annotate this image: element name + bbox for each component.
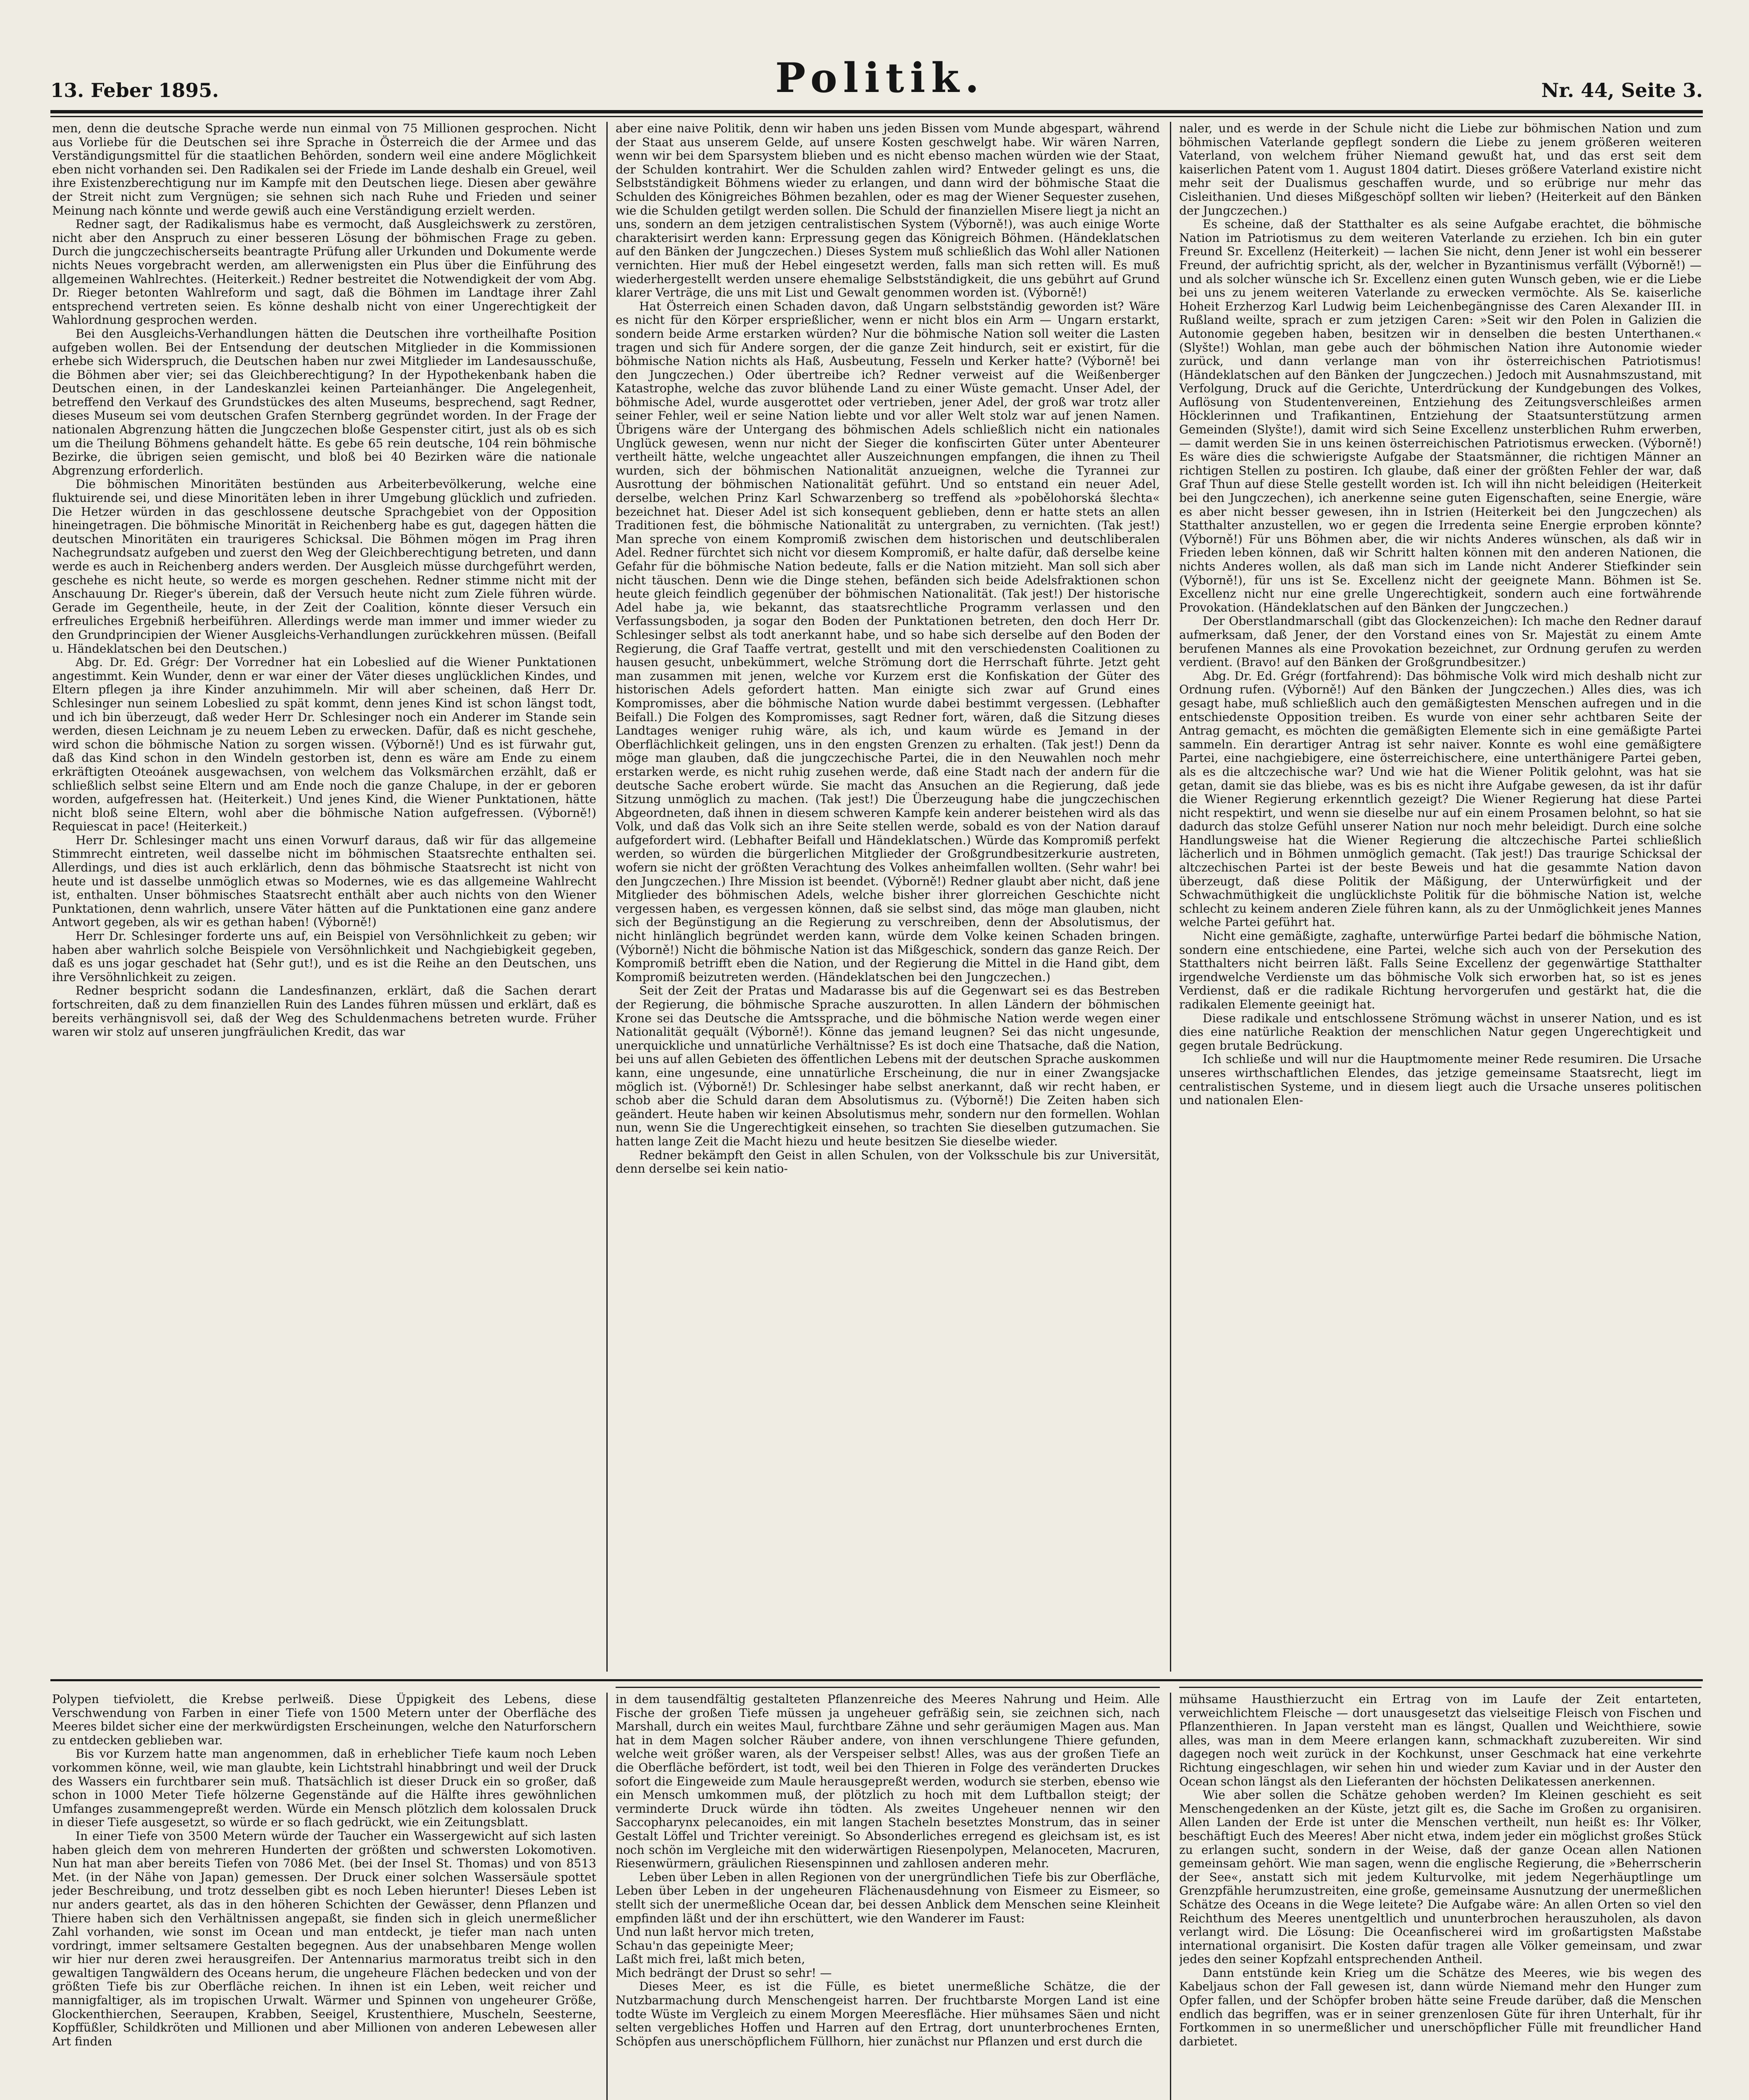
paragraph: Polypen tiefviolett, die Krebse perlweiß. Diese Üppigkeit des Lebens, diese Verschwendung von Farben in einer Tiefe von 1500 Metern unter der Oberfläche des Meeres bildet sicher eine der merkwürdigsten Erscheinungen, welche den Naturforschern zu entdecken geblieben war.	[52, 1693, 596, 1747]
paragraph: Es scheine, daß der Statthalter es als seine Aufgabe erachtet, die böhmische Nation im Patriotismus zu dem weiteren Vaterlande zu erziehen. Ich bin ein guter Freund Sr. Excellenz (Heiterkeit) — lachen Sie nicht, denn Jener ist wohl ein besserer Freund, der aufrichtig spricht, als der, welcher in Byzantinismus verfällt (Výborně!) — und als solcher wünsche ich Sr. Excellenz einen guten Wunsch geben, wie er die Liebe bei uns zu jenem weiteren Vaterlande zu erwecken vermöchte. Als Se. kaiserliche Hoheit Erzherzog Karl Ludwig beim Leichenbegängnisse des Caren Alexander III. in Rußland weilte, sprach er zum jetzigen Caren: »Seit wir den Polen in Galizien die Autonomie gegeben haben, besitzen wir in denselben die besten Unterthanen.« (Slyšte!) Wohlan, man gebe auch der böhmischen Nation ihre Autonomie wieder zurück, und dann verlange man von ihr österreichischen Patriotismus! (Händeklatschen auf den Bänken der Jungczechen.) Jedoch mit Ausnahmszustand, mit Verfolgung, Druck auf die Gerichte, Unterdrückung der Kundgebungen des Volkes, Auflösung von Studentenvereinen, Entziehung des Zeitungsverschleißes armen Höcklerinnen und Trafikantinen, Entziehung der Staatsunterstützung armen Gemeinden (Slyšte!), damit wird sich Seine Excellenz unsterblichen Ruhm erwerben, — damit werden Sie in uns keinen österreichischen Patriotismus erwecken. (Výborně!) Es wäre dies die schwierigste Aufgabe der Staatsmänner, die richtigen Männer an richtigen Stellen zu postiren. Ich glaube, daß einer der größten Fehler der war, daß Graf Thun auf diese Stelle gestellt worden ist. Ich will ihn nicht beleidigen (Heiterkeit bei den Jungczechen), ich anerkenne seine guten Eigenschaften, seine Energie, wäre es aber nicht besser gewesen, ihn in Istrien (Heiterkeit bei den Jungczechen) als Statthalter anzustellen, wo er gegen die Irredenta seine Energie erproben könnte? (Výborně!) Für uns Böhmen aber, die wir nichts Anderes wünschen, als daß wir in Frieden leben können, daß wir Schritt halten können mit den anderen Nationen, die nichts Anderes wollen, als daß man sich im Lande nicht Anderer Stiefkinder sein (Výborně!), für uns ist Se. Excellenz nicht der geeignete Mann. Böhmen ist Se. Excellenz nicht nur eine grelle Ungerechtigkeit, sondern auch eine fortwährende Provokation. (Händeklatschen auf den Bänken der Jungczechen.)	[1179, 217, 1702, 614]
issue-number: Nr. 44, Seite 3.	[1541, 79, 1703, 102]
feuilleton-column-3	[1179, 1693, 1702, 2100]
column-divider	[1170, 1693, 1171, 2100]
header-rule-thin	[50, 116, 1703, 117]
paragraph: Redner sagt, der Radikalismus habe es vermocht, daß Ausgleichswerk zu zerstören, nicht aber den Anspruch zu einer besseren Lösung der böhmischen Frage zu geben. Durch die jungczechischerseits beantragte Prüfung aller Urkunden und Dokumente werde nichts Neues vorgebracht werden, am allerwenigsten ein Plus über die Einführung des allgemeinen Wahlrechtes. (Heiterkeit.) Redner bestreitet die Notwendigkeit der vom Abg. Dr. Rieger betonten Wahlreform und sagt, daß die Böhmen im Landtage ihrer Zahl entsprechend vertreten seien. Es könne deshalb nicht von einer Ungerechtigkeit der Wahlordnung gesprochen werden.	[52, 217, 596, 327]
politics-column-1	[52, 122, 596, 1676]
paragraph: Abg. Dr. Ed. Grégr: Der Vorredner hat ein Lobeslied auf die Wiener Punktationen angestimmt. Kein Wunder, denn er war einer der Väter dieses unglücklichen Kindes, und Eltern pflegen ja ihre Kinder anzuhimmeln. Mir will aber scheinen, daß Herr Dr. Schlesinger nun seinem Lobeslied zu spät kommt, denn jenes Kind ist schon längst todt, und ich bin überzeugt, daß weder Herr Dr. Schlesinger noch ein Anderer im Stande sein werden, diesen Leichnam je zu neuem Leben zu erwecken. Dafür, daß es nicht geschehe, wird schon die böhmische Nation zu sorgen wissen. (Výborně!) Und es ist fürwahr gut, daß das Kind schon in den Windeln gestorben ist, denn es wäre am Ende zu einem erkräftigten Oteoánek ausgewachsen, von welchem das Volksmärchen erzählt, daß er schließlich selbst seine Eltern und am Ende noch die ganze Chalupe, in der er geboren worden, aufgefressen hat. (Heiterkeit.) Und jenes Kind, die Wiener Punktationen, hätte nicht bloß seine Eltern, wohl aber die böhmische Nation aufgefressen. (Výborně!) Requiescat in pace! (Heiterkeit.)	[52, 655, 596, 834]
verse-line: Und nun laßt hervor mich treten,	[616, 1925, 814, 1939]
paragraph: Hat Österreich einen Schaden davon, daß Ungarn selbstständig geworden ist? Wäre es nicht für den Körper ersprießlicher, wenn er nicht blos ein Arm — Ungarn erstarkt, sondern beide Arme erstarken würden? Nur die böhmische Nation soll weiter die Lasten tragen und sich für Andere sorgen, der die ganze Zeit hindurch, seit er existirt, für die böhmische Nation nichts als Haß, Ausbeutung, Fesseln und Kerker hatte? (Výborně! bei den Jungczechen.) Oder übertreibe ich? Redner verweist auf die Weißenberger Katastrophe, welche das zuvor blühende Land zu einer Wüste gemacht. Unser Adel, der böhmische Adel, wurde ausgerottet oder vertrieben, jener Adel, der groß war trotz aller seiner Fehler, weil er seine Nation liebte und vor aller Welt stolz war auf jenen Namen. Übrigens wäre der Untergang des böhmischen Adels schließlich nicht ein nationales Unglück gewesen, wenn nur nicht der Sieger die konfiscirten Güter unter Abenteurer vertheilt hätte, welche ungeachtet aller Auszeichnungen empfangen, die ihnen zu Theil wurden, sich der böhmischen Nationalität anzueignen, welche die Tyrannei zur Ausrottung der böhmischen Nationalität geführt. Und so entstand ein neuer Adel, derselbe, welchen Prinz Karl Schwarzenberg so treffend als »pobělohorská šlechta« bezeichnet hat. Dieser Adel ist sich konsequent geblieben, denn er hatte stets an allen Traditionen fest, die böhmische Nationalität zu untergraben, zu vernichten. (Tak jest!) Man spreche von einem Kompromiß zwischen dem historischen und deutschliberalen Adel. Redner fürchtet sich nicht vor diesem Kompromiß, er halte dafür, daß derselbe keine Gefahr für die böhmische Nation bedeute, falls er die Nation mitzieht. Man soll sich aber nicht täuschen. Denn wie die Dinge stehen, befänden sich beide Adelsfraktionen schon heute gleich feindlich gegenüber der böhmischen Nationalität. (Tak jest!) Der historische Adel habe ja, wie bekannt, das staatsrechtliche Programm verlassen und den Verfassungsboden, ja sogar den Boden der Punktationen betreten, den doch Herr Dr. Schlesinger selbst als todt anerkannt habe, und so habe sich derselbe auf den Boden der Regierung, die Graf Taaffe vertrat, gestellt und mit den verschiedensten Coalitionen zu hausen gesucht, unbekümmert, welche Strömung dort die Herrschaft führte. Jetzt geht man zusammen mit jenen, welche vor Kurzem erst die Konfiskation der Güter des historischen Adels gefordert hatten. Man einigte sich zwar auf Grund eines Kompromisses, aber die böhmische Nation wurde dabei bestimmt vergessen. (Lebhafter Beifall.) Die Folgen des Kompromisses, sagt Redner fort, wären, daß die Sitzung dieses Landtages weniger ruhig wäre, als ich, und kaum würde es Jemand in der Oberflächlichkeit gelingen, uns in den engsten Grenzen zu erhalten. (Tak jest!) Denn da möge man glauben, daß die jungczechische Partei, die in den Neuwahlen noch mehr erstarken werde, es nicht ruhig zusehen werde, daß eine Stadt nach der andern für die deutsche Sache erobert würde. Sie macht das Ansuchen an die Regierung, daß jede Sitzung unmöglich zu machen. (Tak jest!) Die Überzeugung habe die jungczechischen Abgeordneten, daß ihnen in diesem schweren Kampfe kein anderer beistehen wird als das Volk, und daß das Volk sich an ihre Seite stellen werde, sobald es von der Nation darauf aufgefordert wird. (Lebhafter Beifall und Händeklatschen.) Würde das Kompromiß perfekt werden, so würden die bürgerlichen Mitglieder der Großgrundbesitzerkurie austreten, wofern sie nicht der größten Verachtung des Volkes anheimfallen wollten. (Sehr wahr! bei den Jungczechen.) Ihre Mission ist beendet. (Výborně!) Redner glaubt aber nicht, daß jene Mitglieder des böhmischen Adels, welche bisher ihrer glorreichen Geschichte nicht vergessen haben, es vergessen können, daß sie selbst sind, das möge man glauben, nicht sich der Begünstigung an die Regierung zu verschreiben, denn der Absolutismus, der nicht hinlänglich begründet werden kann, würde dem Volke keinen Schaden bringen. (Výborně!) Nicht die böhmische Nation ist das Mißgeschick, sondern das ganze Reich. Der Kompromiß betrifft eben die Nation, und der Regierung die Mittel in die Hand gibt, dem Kompromiß beizutreten werden. (Händeklatschen bei den Jungczechen.)	[616, 299, 1160, 984]
paragraph: Der Oberstlandmarschall (gibt das Glockenzeichen): Ich mache den Redner darauf aufmerksam, daß Jener, der den Vorstand eines von Sr. Majestät zu einem Amte berufenen Mannes als eine Provokation bezeichnet, zur Ordnung gerufen zu werden verdient. (Bravo! auf den Bänken der Großgrundbesitzer.)	[1179, 614, 1702, 669]
paragraph: Herr Dr. Schlesinger macht uns einen Vorwurf daraus, daß wir für das allgemeine Stimmrecht eintreten, weil dasselbe nicht im böhmischen Staatsrechte enthalten sei. Allerdings, und dies ist auch erklärlich, denn das böhmische Staatsrecht ist nicht von heute und ist dasselbe unmöglich etwas so Modernes, wie es das allgemeine Wahlrecht ist, enthalten. Unser böhmisches Staatsrecht enthält aber auch nichts von den Wiener Punktationen, denn wahrlich, unsere Väter hätten auf die Punktationen eine ganz andere Antwort gegeben, als wir es gethan haben! (Výborně!)	[52, 833, 596, 929]
paragraph: Die böhmischen Minoritäten bestünden aus Arbeiterbevölkerung, welche eine fluktuirende sei, und diese Minoritäten leben in ihrer Umgebung glücklich und zufrieden. Die Hetzer würden in das geschlossene deutsche Sprachgebiet von der Opposition hineingetragen. Die böhmische Minorität in Reichenberg habe es gut, dagegen hätten die deutschen Minoritäten ein traurigeres Schicksal. Die Böhmen mögen im Prag ihren Nachegrundsatz aufgeben und zuerst den Weg der Gleichberechtigung betreten, und dann werde es auch in Reichenberg anders werden. Der Ausgleich müsse durchgeführt werden, geschehe es nicht heute, so werde es morgen geschehen. Redner stimme nicht mit der Anschauung Dr. Rieger's überein, daß der Versuch heute nicht zum Ziele führen würde. Gerade im Gegentheile, heute, in der Zeit der Coalition, könnte dieser Versuch ein erfreuliches Ergebniß herbeiführen. Allerdings werde man immer und immer wieder zu den Grundprincipien der Wiener Ausgleichs-Verhandlungen zurückkehren müssen. (Beifall u. Händeklatschen bei den Deutschen.)	[52, 477, 596, 656]
paragraph: Leben über Leben in allen Regionen von der unergründlichen Tiefe bis zur Oberfläche, Leben über Leben in der ungeheuren Flächenausdehnung von Eismeer zu Eismeer, so stellt sich der unermeßliche Ocean dar, bei dessen Anblick dem Menschen seine Kleinheit empfinden läßt und der ihn erschüttert, wie den Wanderer im Faust:	[616, 1870, 1160, 1925]
paragraph: Wie aber sollen die Schätze gehoben werden? Im Kleinen geschieht es seit Menschengedenken an der Küste, jetzt gilt es, die Sache im Großen zu organisiren. Allen Landen der Erde ist unter die Menschen vertheilt, nun heißt es: Ihr Völker, beschäftigt Euch des Meeres! Aber nicht etwa, indem jeder ein möglichst großes Stück zu erlangen sucht, sondern in der Weise, daß der ganze Ocean allen Nationen gemeinsam gehört. Wie man sagen, wenn die englische Regierung, die »Beherrscherin der See«, anstatt sich mit jedem Kulturvolke, mit jedem Negerhäuptlinge um Grenzpfähle herumzustreiten, eine große, gemeinsame Ausnutzung der unermeßlichen Schätze des Oceans in die Wege leitete? Die Aufgabe wäre: An allen Orten so viel den Reichthum des Meeres unentgeltlich und ununterbrochen herauszuholen, als davon verlangt wird. Die Lösung: Die Oceanfischerei wird im großartigsten Maßstabe international organisirt. Die Kosten dafür tragen alle Völker gemeinsam, und zwar jedes den seiner Kopfzahl entsprechenden Antheil.	[1179, 1788, 1702, 1966]
politics-column-2	[616, 122, 1160, 1676]
paragraph	[616, 1925, 1160, 1980]
feuilleton-rule-left	[616, 1687, 1160, 1688]
paragraph: men, denn die deutsche Sprache werde nun einmal von 75 Millionen gesprochen. Nicht aus Vorliebe für die Deutschen sei ihre Sprache in Österreich die der Armee und das Verständigungsmittel für die staatlichen Behörden, sondern weil eine andere Möglichkeit eben nicht vorhanden sei. Den Radikalen sei der Friede im Lande deshalb ein Greuel, weil ihre Existenzberechtigung nur im Kampfe mit den Deutschen liege. Diesen aber gewähre der Streit nicht zum Vergnügen; sie sehnen sich nach Ruhe und Frieden und seiner Meinung nach könnte und werde gewiß auch eine Verständigung erzielt werden.	[52, 122, 596, 218]
feuilleton-rule-right	[1179, 1687, 1702, 1688]
feuilleton-rule	[50, 1679, 1703, 1681]
issue-date: 13. Feber 1895.	[50, 79, 219, 102]
paragraph: Redner bespricht sodann die Landesfinanzen, erklärt, daß die Sachen derart fortschreiten, daß zu dem finanziellen Ruin des Landes führen müssen und erklärt, daß es bereits verhängnisvoll sei, daß der Weg des Schuldenmachens betreten wurde. Früher waren wir stolz auf unseren jungfräulichen Kredit, das war	[52, 984, 596, 1039]
paragraph: in dem tausendfältig gestalteten Pflanzenreiche des Meeres Nahrung und Heim. Alle Fische der großen Tiefe müssen ja ungeheuer gefräßig sein, sie zeichnen sich, nach Marshall, durch ein weites Maul, furchtbare Zähne und sehr geräumigen Magen aus. Man hat in dem Magen solcher Räuber andere, von ihnen verschlungene Thiere gefunden, welche weit größer waren, als der Verspeiser selbst! Alles, was aus der großen Tiefe an die Oberfläche befördert, ist todt, weil bei den Thieren in Folge des veränderten Druckes sofort die Eingeweide zum Maule herausgepreßt werden, wodurch sie sterben, ebenso wie ein Mensch umkommen muß, der plötzlich zu hoch mit dem Luftballon steigt; der verminderte Druck würde ihn tödten. Als zweites Ungeheuer nennen wir den Saccopharynx pelecanoides, ein mit langen Stacheln besetztes Monstrum, das in seiner Gestalt Löffel und Trichter vereinigt. So Absonderliches erregend es gleichsam ist, es ist noch schön im Vergleiche mit den widerwärtigen Riesenpolypen, Melanoceten, Macruren, Riesenwürmern, gräulichen Riesenspinnen und zahllosen anderen mehr.	[616, 1693, 1160, 1871]
paragraph: naler, und es werde in der Schule nicht die Liebe zur böhmischen Nation und zum böhmischen Vaterlande gepflegt sondern die Liebe zu jenem größeren weiteren Vaterland, von welchem früher Niemand gewußt hat, und das erst seit dem kaiserlichen Patent vom 1. August 1804 datirt. Dieses größere Vaterland existire nicht mehr seit der Dualismus geschaffen wurde, und so erübrige nur mehr das Cisleithanien. Und dieses Mißgeschöpf sollten wir lieben? (Heiterkeit auf den Bänken der Jungczechen.)	[1179, 122, 1702, 218]
header-rule	[50, 110, 1703, 113]
column-divider	[1170, 122, 1171, 1672]
verse-line: Laßt mich frei, laßt mich beten,	[616, 1952, 805, 1966]
section-title: Politik.	[775, 54, 985, 102]
paragraph: mühsame Hausthierzucht ein Ertrag von im Laufe der Zeit entarteten, verweichlichtem Fleische — dort unausgesetzt das vielseitige Fleisch von Fischen und Pflanzenthieren. In Japan versteht man es längst, Quallen und Weichthiere, sowie alles, was man in dem Meere erlangen kann, schmackhaft zuzubereiten. Wir sind dagegen noch weit zurück in der Kochkunst, unser Geschmack hat eine verkehrte Richtung eingeschlagen, wir sehen hin und wieder zum Kaviar und in der Auster den Ocean schon längst als den Lieferanten der höchsten Delikatessen anerkennen.	[1179, 1693, 1702, 1788]
paragraph: Dieses Meer, es ist die Fülle, es bietet unermeßliche Schätze, die der Nutzbarmachung durch Menschengeist harren. Der fruchtbarste Morgen Land ist eine todte Wüste im Vergleich zu einem Morgen Meeresfläche. Hier mühsames Säen und nicht selten vergebliches Hoffen und Harren auf den Ertrag, dort ununterbrochenes Ernten, Schöpfen aus unerschöpflichem Füllhorn, hier zunächst nur Pflanzen und erst durch die	[616, 1979, 1160, 2048]
column-divider	[606, 1693, 608, 2100]
paragraph: Abg. Dr. Ed. Grégr (fortfahrend): Das böhmische Volk wird mich deshalb nicht zur Ordnung rufen. (Výborně!) Auf den Bänken der Jungczechen.) Alles dies, was ich gesagt habe, muß schließlich auch den gemäßigtesten Menschen aufregen und in die entschiedenste Opposition treiben. Es wurde von einer sehr achtbaren Seite der Antrag gemacht, es möchten die gemäßigten Elemente sich in eine gemäßigte Partei sammeln. Ein derartiger Antrag ist sehr naiver. Konnte es wohl eine gemäßigtere Partei, eine nachgiebigere, eine österreichischere, eine unterthänigere Partei geben, als es die altczechische war? Und wie hat die Wiener Politik gelohnt, was hat sie getan, damit sie das bliebe, was es bis es nicht ihre Aufgabe gewesen, da ist ihr dafür die Wiener Regierung erkenntlich gezeigt? Die Wiener Regierung hat diese Partei nicht respektirt, und wenn sie dieselbe nur auf ein einem Prosamen belohnt, so hat sie dadurch das stolze Gefühl unserer Nation nur noch mehr beleidigt. Durch eine solche Handlungsweise hat die Wiener Regierung die altczechische Partei schließlich lächerlich und in Böhmen unmöglich gemacht. (Tak jest!) Das traurige Schicksal der altczechischen Partei ist der beste Beweis und hat die gesammte Nation davon überzeugt, daß diese Politik der Mäßigung, der Unterwürfigkeit und der Schwachmüthigkeit die unglücklichste Politik für die böhmische Nation ist, welche schlecht zu keinem anderen Ziele führen kann, als zu der Unmöglichkeit jenes Mannes welche Partei geführt hat.	[1179, 669, 1702, 929]
page-header	[50, 39, 1703, 102]
verse-line: Schau'n das gepeinigte Meer;	[616, 1938, 794, 1953]
column-divider	[606, 122, 608, 1672]
paragraph: Dann entstünde kein Krieg um die Schätze des Meeres, wie bis wegen des Kabeljaus schon der Fall gewesen ist, dann würde Niemand mehr den Hunger zum Opfer fallen, und der Schöpfer broben hätte seine Freude darüber, daß die Menschen endlich das begriffen, was er in seiner grenzenlosen Güte für ihren Unterhalt, für ihr Fortkommen in so unermeßlicher und unerschöpflicher Fülle mit freundlicher Hand darbietet.	[1179, 1966, 1702, 2048]
paragraph: Seit der Zeit der Pratas und Madarasse bis auf die Gegenwart sei es das Bestreben der Regierung, die böhmische Sprache auszurotten. In allen Ländern der böhmischen Krone sei das Deutsche die Amtssprache, und die böhmische Nation werde wegen einer Nationalität gequält (Výborně!). Könne das jemand leugnen? Sei das nicht ungesunde, unerquickliche und unnatürliche Verhältnisse? Es ist doch eine Thatsache, daß die Nation, bei uns auf allen Gebieten des öffentlichen Lebens mit der deutschen Sprache auskommen kann, eine ungesunde, eine unnatürliche Erscheinung, die nur in einer Zwangsjacke möglich ist. (Výborně!) Dr. Schlesinger habe selbst anerkannt, daß wir recht haben, er schob aber die Schuld daran dem Absolutismus zu. (Výborně!) Die Zeiten haben sich geändert. Heute haben wir keinen Absolutismus mehr, sondern nur den formellen. Wohlan nun, wenn Sie die Ungerechtigkeit einsehen, so trachten Sie dieselben gutzumachen. Sie hatten lange Zeit die Macht hiezu und heute besitzen Sie dieselbe wieder.	[616, 984, 1160, 1148]
paragraph: Nicht eine gemäßigte, zaghafte, unterwürfige Partei bedarf die böhmische Nation, sondern eine entschiedene, eine Partei, welche sich auch von der Persekution des Statthalters nicht beirren läßt. Falls Seine Excellenz der gegenwärtige Statthalter irgendwelche Verdienste um das böhmische Volk sich erworben hat, so ist es jenes Verdienst, daß er die radikale Richtung hervorgerufen und gestärkt hat, die die radikalen Elemente geeinigt hat.	[1179, 929, 1702, 1011]
paragraph: Redner bekämpft den Geist in allen Schulen, von der Volksschule bis zur Universität, denn derselbe sei kein natio-	[616, 1148, 1160, 1176]
politics-column-3	[1179, 122, 1702, 1676]
paragraph: Diese radikale und entschlossene Strömung wächst in unserer Nation, und es ist dies eine natürliche Reaktion der menschlichen Natur gegen Ungerechtigkeit und gegen brutale Bedrückung.	[1179, 1011, 1702, 1053]
paragraph: Herr Dr. Schlesinger forderte uns auf, ein Beispiel von Versöhnlichkeit zu geben; wir haben aber wahrlich solche Beispiele von Versöhnlichkeit und Nachgiebigkeit gegeben, daß es uns jogar geschadet hat (Sehr gut!), und es ist die Reihe an den Deutschen, uns ihre Versöhnlichkeit zu zeigen.	[52, 929, 596, 984]
paragraph: Ich schließe und will nur die Hauptmomente meiner Rede resumiren. Die Ursache unseres wirthschaftlichen Elendes, das jetzige gemeinsame Staatsrecht, liegt im centralistischen Systeme, und in diesem liegt auch die Ursache unseres politischen und nationalen Elen-	[1179, 1052, 1702, 1108]
feuilleton-column-2	[616, 1693, 1160, 2100]
paragraph: Bis vor Kurzem hatte man angenommen, daß in erheblicher Tiefe kaum noch Leben vorkommen könne, weil, wie man glaubte, kein Lichtstrahl hinabbringt und weil der Druck des Wassers ein furchtbarer sein muß. Thatsächlich ist dieser Druck ein so großer, daß schon in 1000 Meter Tiefe hölzerne Gegenstände auf die Hälfte ihres gewöhnlichen Umfanges zusammengepreßt werden. Würde ein Mensch plötzlich dem kolossalen Druck in dieser Tiefe ausgesetzt, so würde er so flach gedrückt, wie ein Zeitungsblatt.	[52, 1747, 596, 1830]
verse-line: Mich bedrängt der Drust so sehr! —	[616, 1966, 832, 1980]
paragraph: In einer Tiefe von 3500 Metern würde der Taucher ein Wassergewicht auf sich lasten haben gleich dem von mehreren Hunderten der größten und schwersten Lokomotiven. Nun hat man aber bereits Tiefen von 7086 Met. (bei der Insel St. Thomas) und von 8513 Met. (in der Nähe von Japan) gemessen. Der Druck einer solchen Wassersäule spottet jeder Beschreibung, und trotz desselben gibt es noch Leben hierunter! Dieses Leben ist nur anders geartet, als das in den höheren Schichten der Gewässer, denn Pflanzen und Thiere haben sich den Verhältnissen angepaßt, sie finden sich in gleich unermeßlicher Zahl vorhanden, wie sonst im Ocean und man entdeckt, je tiefer man nach unten vordringt, immer seltsamere Gestalten begegnen. Aus der unabsehbaren Menge wollen wir hier nur deren zwei herausgreifen. Der Antennarius marmoratus treibt sich in den gewaltigen Tangwäldern des Oceans herum, die ungeheure Flächen bedecken und von der größten Tiefe bis zur Oberfläche reichen. In ihnen ist ein Leben, weit reicher und mannigfaltiger, als im tropischen Urwalt. Wärmer und Spinnen von ungeheurer Größe, Glockenthierchen, Seeraupen, Krabben, Seeigel, Krustenthiere, Muscheln, Seesterne, Kopffüßler, Schildkröten und Millionen und aber Millionen von anderen Lebewesen aller Art finden	[52, 1829, 596, 2048]
paragraph: aber eine naive Politik, denn wir haben uns jeden Bissen vom Munde abgespart, während der Staat aus unserem Gelde, auf unsere Kosten geschwelgt habe. Wir wären Narren, wenn wir bei dem Sparsystem blieben und es nicht ebenso machen würden wie der Staat, der Schulden kontrahirt. Wer die Schulden zahlen wird? Entweder gelingt es uns, die Selbstständigkeit Böhmens wieder zu erlangen, und dann wird der böhmische Staat die Schulden des Königreiches Böhmen bezahlen, oder es mag der Wiener Sequester zusehen, wie die Schulden getilgt werden sollen. Die Schuld der finanziellen Misere liegt ja nicht an uns, sondern an dem jetzigen centralistischen System (Výborně!), was auch einige Worte charakterisirt werden kann: Erpressung gegen das Königreich Böhmen. (Händeklatschen auf den Bänken der Jungczechen.) Dieses System muß schließlich das Wohl aller Nationen vernichten. Hier muß der Hebel eingesetzt werden, falls man sich retten will. Es muß wiederhergestellt werden unsere ehemalige Selbstständigkeit, die uns gebührt auf Grund klarer Verträge, die uns mit List und Gewalt genommen worden ist. (Výborně!)	[616, 122, 1160, 300]
paragraph: Bei den Ausgleichs-Verhandlungen hätten die Deutschen ihre vortheilhafte Position aufgeben wollen. Bei der Entsendung der deutschen Mitglieder in die Kommissionen erhebe sich Widerspruch, die Deutschen haben nur zwei Mitglieder im Landesausschuße, die Böhmen aber vier; sei das Gleichberechtigung? In der Hypothekenbank haben die Deutschen einen, in der Landeskanzlei keinen Parteianhänger. Die Angelegenheit, betreffend den Verkauf des Grundstückes des alten Museums, besprechend, sagt Redner, dieses Museum sei vom deutschen Grafen Sternberg gegründet worden. In der Frage der nationalen Abgrenzung hätten die Jungczechen bloße Gespenster citirt, just als ob es sich um die Theilung Böhmens gehandelt hätte. Es gebe 65 rein deutsche, 104 rein böhmische Bezirke, die übrigen seien gemischt, und bloß bei 40 Bezirken wäre die nationale Abgrenzung erforderlich.	[52, 326, 596, 478]
feuilleton-column-1	[52, 1693, 596, 2100]
